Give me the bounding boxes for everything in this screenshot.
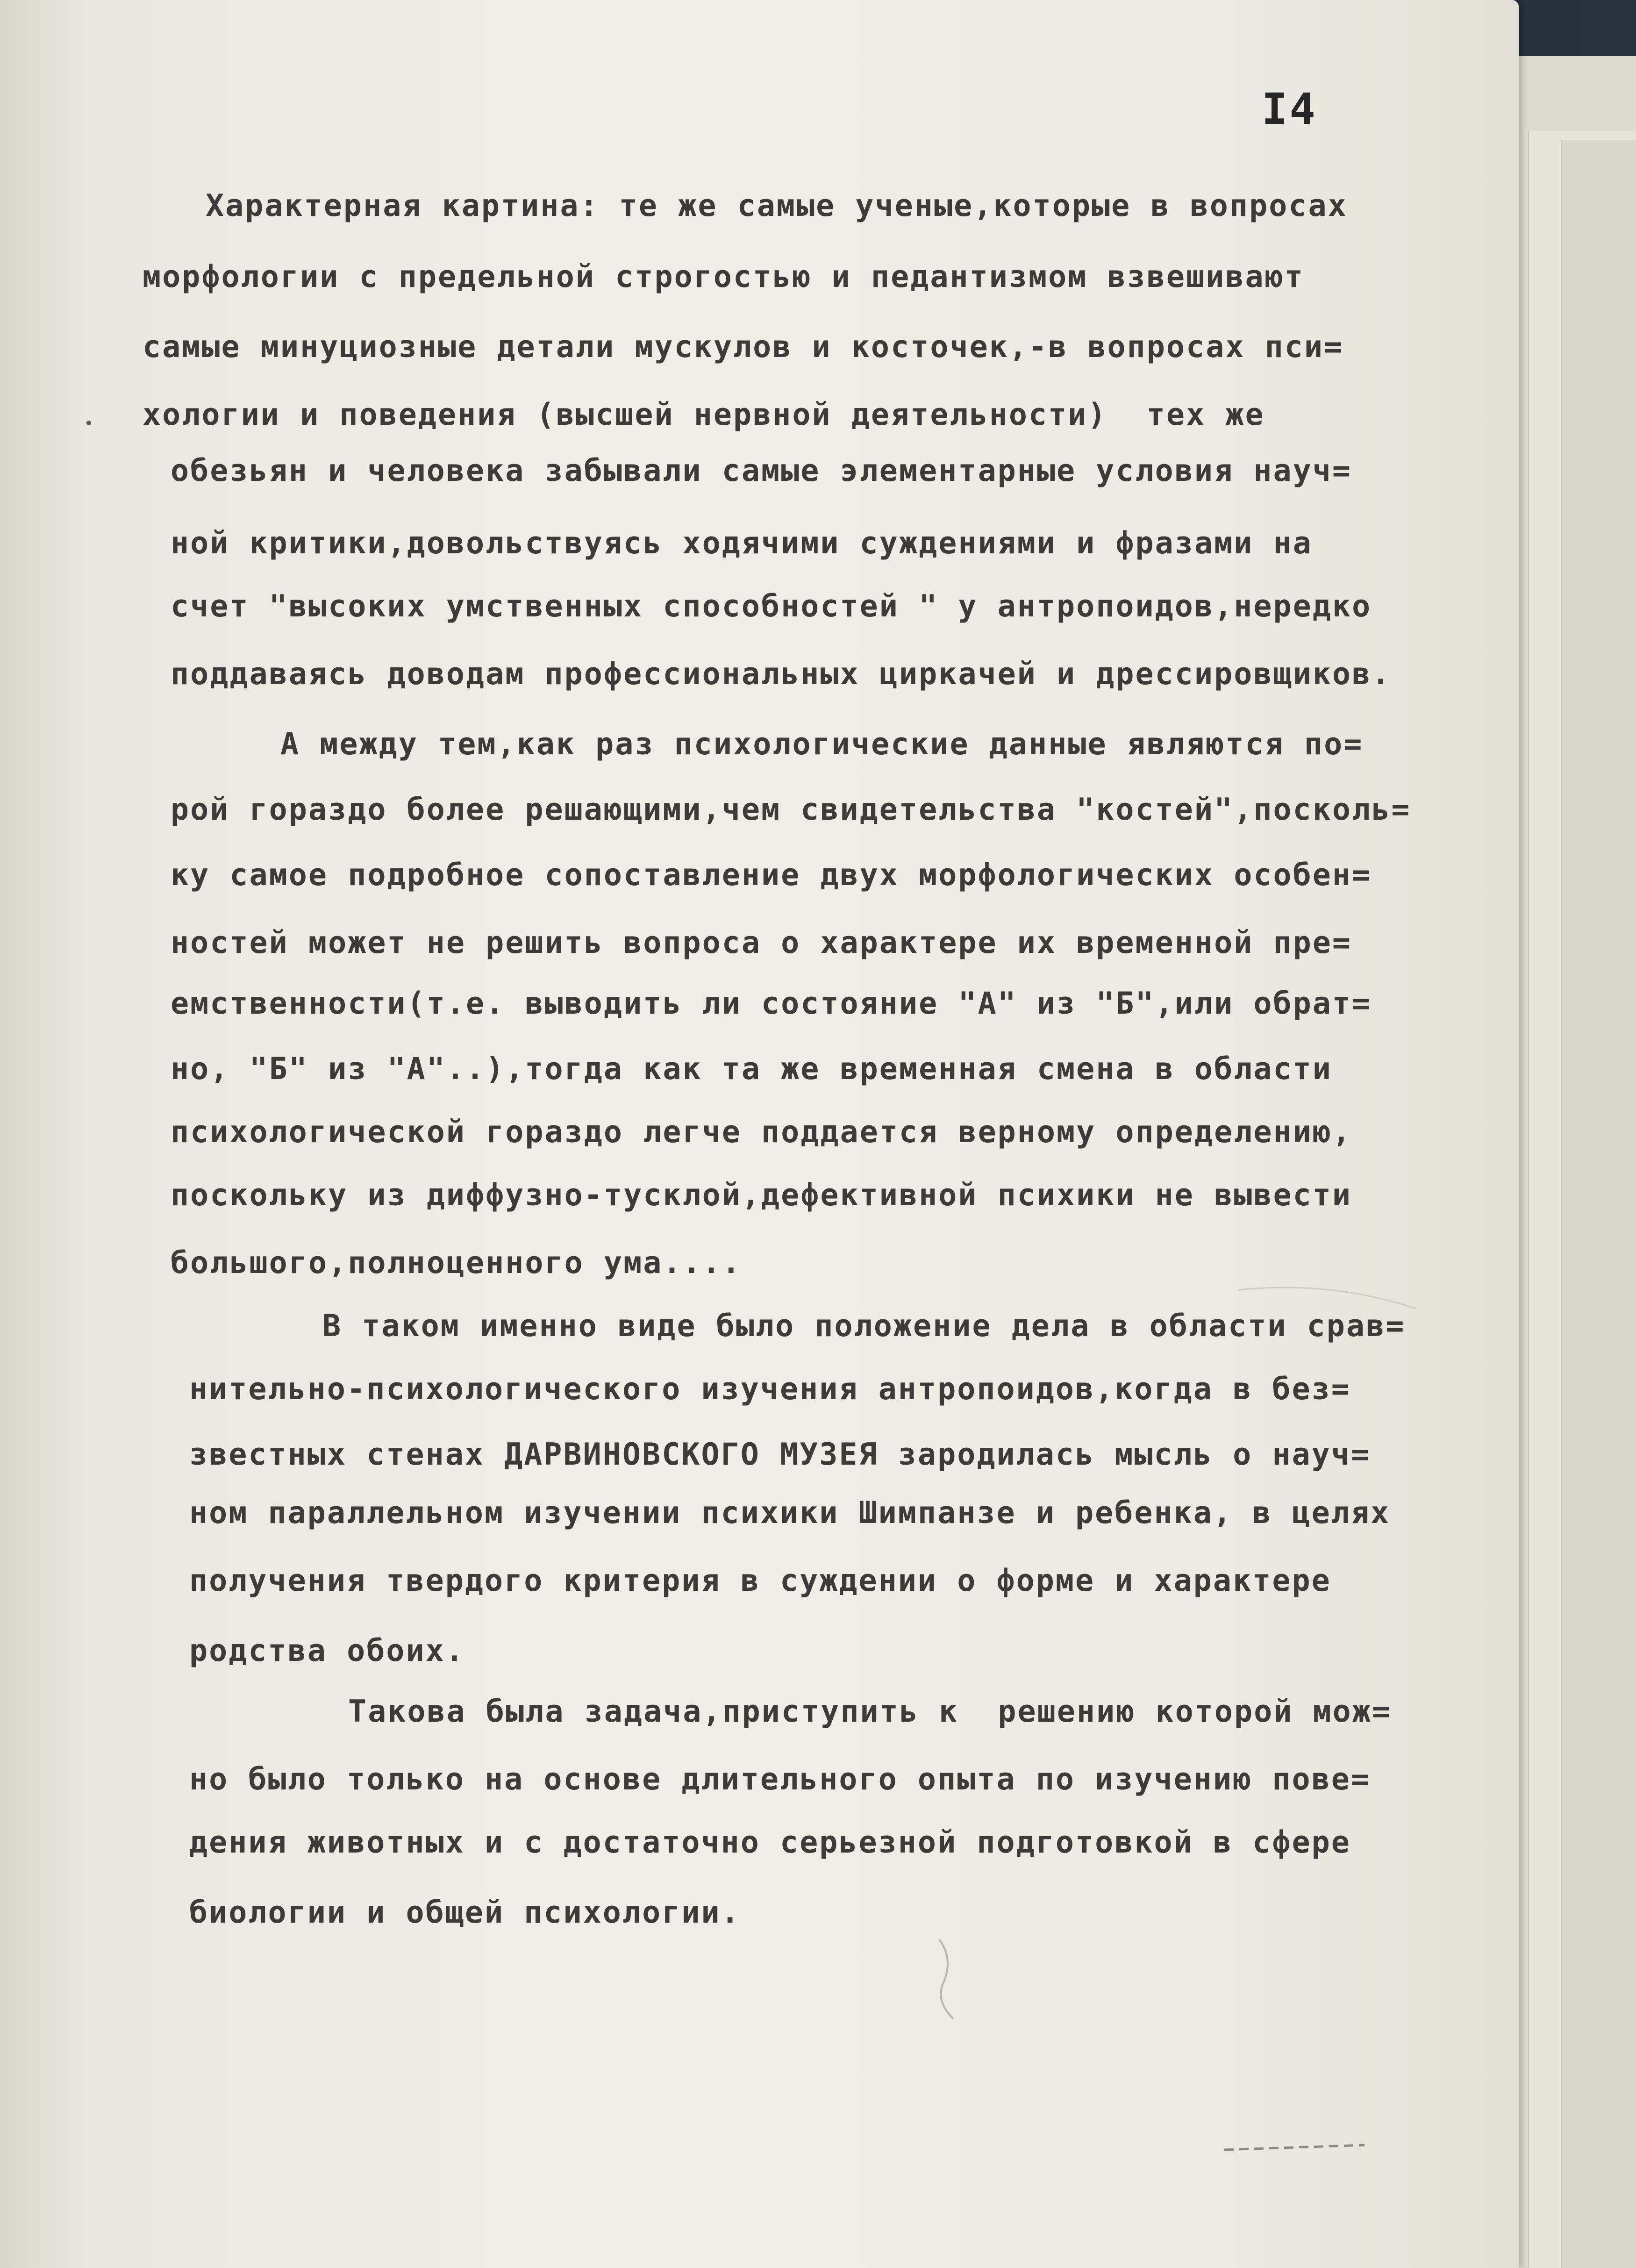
- text-line: рой гораздо более решающими,чем свидетельства "костей",посколь=: [171, 792, 1411, 827]
- underlying-sheet: [1561, 140, 1636, 2268]
- text-line: В таком именно виде было положение дела в области срав=: [322, 1309, 1406, 1344]
- text-line: звестных стенах ДАРВИНОВСКОГО МУЗЕЯ зародилась мысль о науч=: [189, 1437, 1371, 1472]
- text-line: Характерная картина: те же самые ученые,которые в вопросах: [206, 188, 1348, 223]
- text-line: морфологии с предельной строгостью и педантизмом взвешивают: [143, 259, 1304, 294]
- text-line: поскольку из диффузно-тусклой,дефективной психики не вывести: [171, 1178, 1352, 1213]
- text-line: А между тем,как раз психологические данные являются по=: [280, 727, 1364, 762]
- page-number: I4: [1262, 84, 1317, 134]
- text-line: нительно-психологического изучения антропоидов,когда в без=: [189, 1372, 1351, 1407]
- text-line: психологической гораздо легче поддается верному определению,: [171, 1115, 1352, 1150]
- text-line: ном параллельном изучении психики Шимпанзе и ребенка, в целях: [189, 1495, 1391, 1531]
- text-line: биологии и общей психологии.: [189, 1895, 741, 1930]
- text-line: но, "Б" из "А"..),тогда как та же временная смена в области: [171, 1052, 1332, 1087]
- text-line: обезьян и человека забывали самые элементарные условия науч=: [171, 453, 1352, 488]
- text-line: ной критики,довольствуясь ходячими суждениями и фразами на: [171, 526, 1313, 561]
- text-line: получения твердого критерия в суждении о форме и характере: [189, 1563, 1331, 1598]
- text-line: хологии и поведения (высшей нервной деятельности) тех же: [143, 397, 1265, 432]
- text-line: самые минуциозные детали мускулов и косточек,-в вопросах пси=: [143, 329, 1344, 365]
- text-line: емственности(т.е. выводить ли состояние "А" из "Б",или обрат=: [171, 986, 1372, 1021]
- text-line: большого,полноценного ума....: [171, 1245, 742, 1281]
- text-line: счет "высоких умственных способностей " у антропоидов,нередко: [171, 589, 1372, 624]
- text-line: но было только на основе длительного опыта по изучению пове=: [189, 1762, 1371, 1797]
- text-line: поддаваясь доводам профессиональных циркачей и дрессировщиков.: [171, 657, 1392, 692]
- text-line: ностей может не решить вопроса о характере их временной пре=: [171, 925, 1352, 960]
- text-line: дения животных и с достаточно серьезной подготовкой в сфере: [189, 1825, 1351, 1860]
- text-line: ку самое подробное сопоставление двух морфологических особен=: [171, 858, 1372, 893]
- text-line: родства обоих.: [189, 1633, 465, 1668]
- text-line: Такова была задача,приступить к решению которой мож=: [348, 1694, 1392, 1729]
